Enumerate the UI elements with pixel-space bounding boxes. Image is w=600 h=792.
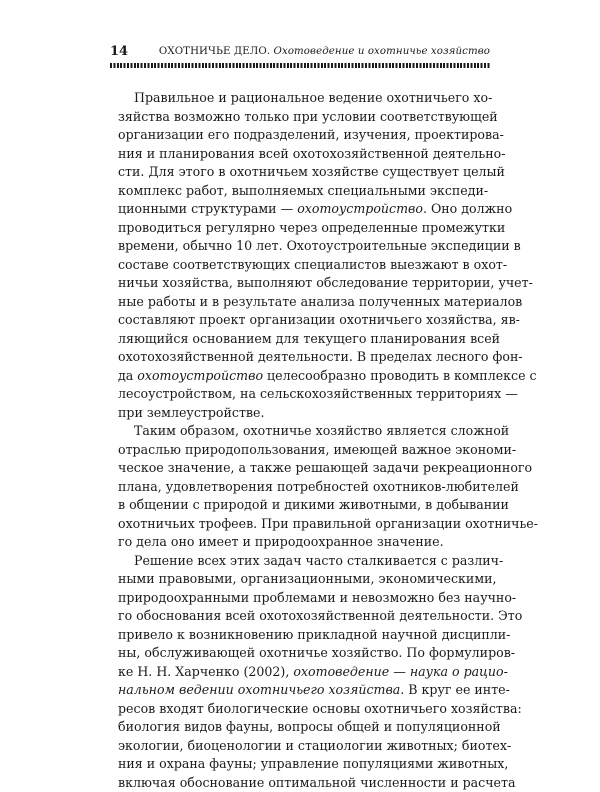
- text-line: ресов входят биологические основы охотничьего хозяйства:: [118, 700, 488, 719]
- text-line: плана, удовлетворения потребностей охотников-любителей: [118, 478, 488, 497]
- running-title: [159, 44, 490, 60]
- running-title-main: ОХОТНИЧЬЕ ДЕЛО.: [159, 46, 270, 57]
- text-line: ционными структурами — охотоустройство. Оно должно: [118, 200, 488, 219]
- text-line: комплекс работ, выполняемых специальными экспеди-: [118, 182, 488, 201]
- page-header: [110, 44, 490, 60]
- text-line: ния и планирования всей охотохозяйственной деятельно-: [118, 145, 488, 164]
- text-line: включая обоснование оптимальной численности и расчета: [118, 774, 488, 792]
- text-line: биология видов фауны, вопросы общей и популяционной: [118, 718, 488, 737]
- text-line: сти. Для этого в охотничьем хозяйстве существует целый: [118, 163, 488, 182]
- text-line: проводиться регулярно через определенные промежутки: [118, 219, 488, 238]
- text-line: нальном ведении охотничьего хозяйства. В круг ее инте-: [118, 681, 488, 700]
- text-line: ничьи хозяйства, выполняют обследование территории, учет-: [118, 274, 488, 293]
- text-line: времени, обычно 10 лет. Охотоустроительные экспедиции в: [118, 237, 488, 256]
- text-line: составе соответствующих специалистов выезжают в охот-: [118, 256, 488, 275]
- text-line: охотничьих трофеев. При правильной организации охотничье-: [118, 515, 488, 534]
- text-line: ные работы и в результате анализа полученных материалов: [118, 293, 488, 312]
- text-line: отраслью природопользования, имеющей важное экономи-: [118, 441, 488, 460]
- page-number: 14: [110, 44, 128, 60]
- text-line: ны, обслуживающей охотничье хозяйство. По формулиров-: [118, 644, 488, 663]
- text-line: ными правовыми, организационными, экономическими,: [118, 570, 488, 589]
- text-line: зяйства возможно только при условии соответствующей: [118, 108, 488, 127]
- text-line: охотохозяйственной деятельности. В пределах лесного фон-: [118, 348, 488, 367]
- text-line: лесоустройством, на сельскохозяйственных территориях —: [118, 385, 488, 404]
- text-line: при землеустройстве.: [118, 404, 488, 423]
- text-line: составляют проект организации охотничьего хозяйства, яв-: [118, 311, 488, 330]
- body-text: [118, 89, 488, 792]
- text-line: да охотоустройство целесообразно проводить в комплексе с: [118, 367, 488, 386]
- text-line: экологии, биоценологии и стациологии животных; биотех-: [118, 737, 488, 756]
- text-line: в общении с природой и дикими животными, в добывании: [118, 496, 488, 515]
- text-line: Правильное и рациональное ведение охотничьего хо-: [118, 89, 488, 108]
- text-line: ляющийся основанием для текущего планирования всей: [118, 330, 488, 349]
- text-line: привело к возникновению прикладной научной дисципли-: [118, 626, 488, 645]
- text-line: го дела оно имеет и природоохранное значение.: [118, 533, 488, 552]
- text-line: природоохранными проблемами и невозможно без научно-: [118, 589, 488, 608]
- text-line: организации его подразделений, изучения, проектирова-: [118, 126, 488, 145]
- text-line: Решение всех этих задач часто сталкивается с различ-: [118, 552, 488, 571]
- text-line: ния и охрана фауны; управление популяциями животных,: [118, 755, 488, 774]
- running-title-subtitle: Охотоведение и охотничье хозяйство: [274, 46, 490, 57]
- header-rule: [110, 63, 490, 68]
- text-line: Таким образом, охотничье хозяйство является сложной: [118, 422, 488, 441]
- text-line: ческое значение, а также решающей задачи рекреационного: [118, 459, 488, 478]
- text-line: ке Н. Н. Харченко (2002), охотоведение — наука о рацио-: [118, 663, 488, 682]
- text-line: го обоснования всей охотохозяйственной деятельности. Это: [118, 607, 488, 626]
